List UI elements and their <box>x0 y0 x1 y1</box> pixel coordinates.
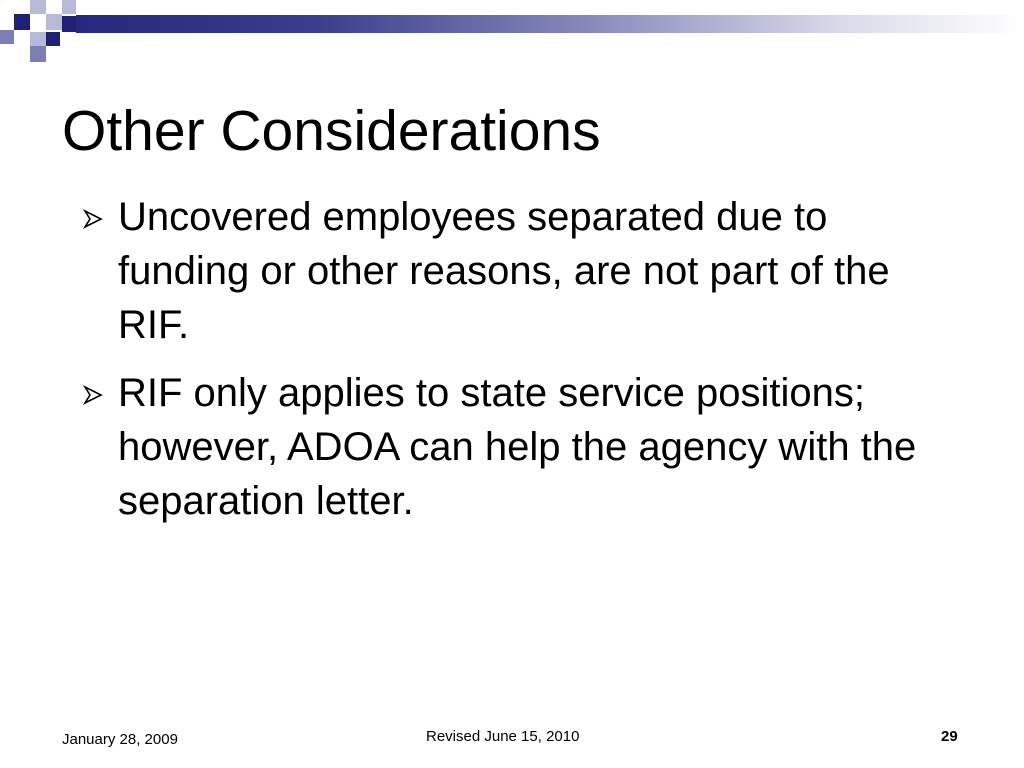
decor-square <box>0 30 14 44</box>
decor-square <box>46 14 62 30</box>
bullet-item <box>80 190 960 352</box>
decor-square <box>14 14 30 30</box>
decor-square <box>30 0 46 14</box>
decor-square <box>30 46 46 62</box>
decor-square <box>62 16 76 32</box>
header-gradient-bar <box>76 15 1024 33</box>
arrow-bullet-icon <box>82 385 104 405</box>
footer-revised-date: Revised June 15, 2010 <box>426 728 580 745</box>
arrow-bullet-icon <box>82 209 104 229</box>
page-number: 29 <box>941 728 958 745</box>
bullet-list <box>80 190 960 542</box>
bullet-text: Uncovered employees separated due to funding or other reasons, are not part of the RIF. <box>118 195 890 347</box>
bullet-text: RIF only applies to state service positions; however, ADOA can help the agency with the separation letter. <box>118 371 917 523</box>
decor-square <box>62 0 76 14</box>
bullet-item <box>80 366 960 528</box>
slide-title: Other Considerations <box>62 99 601 163</box>
decor-square <box>30 32 46 46</box>
decor-square <box>46 32 60 46</box>
footer-date: January 28, 2009 <box>62 731 178 748</box>
